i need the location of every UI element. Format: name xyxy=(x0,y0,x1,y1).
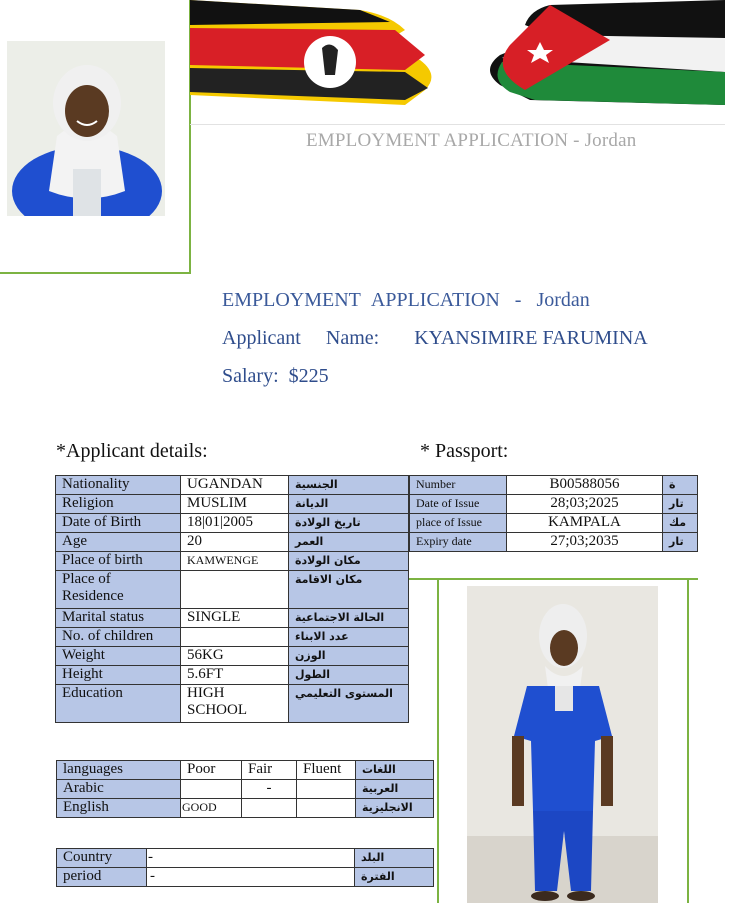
value-cell: KAMPALA xyxy=(507,514,663,533)
value-cell: SINGLE xyxy=(181,609,289,628)
label-cell: Country xyxy=(57,849,147,868)
header-cell: Fair xyxy=(242,761,297,780)
label-cell: Weight xyxy=(56,647,181,666)
arabic-language-cell: الانجليزية xyxy=(356,799,434,818)
arabic-label-cell: تار xyxy=(663,533,698,552)
label-cell: Place of Residence xyxy=(56,571,181,609)
level-cell: GOOD xyxy=(181,799,242,818)
title-word-3: Jordan xyxy=(536,289,590,311)
name-label-1: Applicant xyxy=(222,327,301,349)
arabic-label-cell: الفترة xyxy=(355,868,434,887)
arabic-label-cell: الديانة xyxy=(289,495,409,514)
table-row xyxy=(56,533,409,552)
photo-frame-left-rule xyxy=(437,580,439,903)
name-label-2: Name: xyxy=(325,327,380,349)
table-row xyxy=(56,552,409,571)
flags-handshake-image xyxy=(190,0,725,122)
arabic-label-cell: المستوى التعليمي xyxy=(289,685,409,723)
applicant-details-table xyxy=(55,475,409,723)
arabic-label-cell: ة xyxy=(663,476,698,495)
table-row xyxy=(56,685,409,723)
table-row xyxy=(57,799,434,818)
salary-line xyxy=(222,365,329,388)
table-row xyxy=(56,476,409,495)
label-cell: Place of birth xyxy=(56,552,181,571)
table-row xyxy=(56,571,409,609)
arabic-label-cell: عدد الابناء xyxy=(289,628,409,647)
table-row xyxy=(56,609,409,628)
header-cell: Fluent xyxy=(297,761,356,780)
title-word-2: APPLICATION xyxy=(370,289,500,311)
label-cell: place of Issue xyxy=(410,514,507,533)
applicant-details-heading: *Applicant details: xyxy=(56,440,208,462)
value-cell: 5.6FT xyxy=(181,666,289,685)
value-cell: 56KG xyxy=(181,647,289,666)
label-cell: Height xyxy=(56,666,181,685)
photo-frame-right-rule xyxy=(687,580,689,903)
application-title xyxy=(222,289,590,312)
value-cell: 27;03;2035 xyxy=(507,533,663,552)
label-cell: Date of Issue xyxy=(410,495,507,514)
value-cell: HIGH SCHOOL xyxy=(181,685,289,723)
header-cell: Poor xyxy=(181,761,242,780)
table-row xyxy=(57,849,434,868)
label-cell: Marital status xyxy=(56,609,181,628)
value-cell xyxy=(181,571,289,609)
header-cell: languages xyxy=(57,761,181,780)
table-row xyxy=(56,666,409,685)
value-cell: UGANDAN xyxy=(181,476,289,495)
arabic-label-cell: الوزن xyxy=(289,647,409,666)
label-cell: Nationality xyxy=(56,476,181,495)
level-cell: - xyxy=(242,780,297,799)
value-cell: - xyxy=(147,849,355,868)
photo-frame-top-rule xyxy=(409,578,698,580)
table-row xyxy=(57,780,434,799)
banner-title: EMPLOYMENT APPLICATION - Jordan xyxy=(306,130,637,151)
label-cell: Expiry date xyxy=(410,533,507,552)
value-cell: B00588056 xyxy=(507,476,663,495)
arabic-label-cell: تار xyxy=(663,495,698,514)
arabic-label-cell: الطول xyxy=(289,666,409,685)
language-cell: Arabic xyxy=(57,780,181,799)
languages-table xyxy=(56,760,434,818)
table-row xyxy=(56,514,409,533)
label-cell: Date of Birth xyxy=(56,514,181,533)
value-cell: KAMWENGE xyxy=(181,552,289,571)
table-row xyxy=(410,533,698,552)
table-row xyxy=(56,628,409,647)
applicant-name: KYANSIMIRE FARUMINA xyxy=(414,327,648,349)
salary-value: $225 xyxy=(288,365,329,387)
table-row xyxy=(57,761,434,780)
value-cell: MUSLIM xyxy=(181,495,289,514)
arabic-label-cell: مكان الاقامة xyxy=(289,571,409,609)
label-cell: Age xyxy=(56,533,181,552)
label-cell: Number xyxy=(410,476,507,495)
level-cell xyxy=(297,780,356,799)
label-cell: No. of children xyxy=(56,628,181,647)
label-cell: Education xyxy=(56,685,181,723)
arabic-label-cell: البلد xyxy=(355,849,434,868)
applicant-photo-small xyxy=(7,41,165,216)
banner-divider xyxy=(190,124,725,125)
table-row xyxy=(56,495,409,514)
value-cell xyxy=(181,628,289,647)
label-cell: period xyxy=(57,868,147,887)
arabic-label-cell: تاريخ الولادة xyxy=(289,514,409,533)
experience-table xyxy=(56,848,434,887)
label-cell: Religion xyxy=(56,495,181,514)
salary-label: Salary: xyxy=(222,365,279,387)
title-word-1: EMPLOYMENT xyxy=(222,289,361,311)
passport-heading: * Passport: xyxy=(420,440,509,462)
applicant-photo-full xyxy=(467,586,658,903)
arabic-label-cell: مكان الولادة xyxy=(289,552,409,571)
title-dash: - xyxy=(514,289,522,311)
value-cell: 28;03;2025 xyxy=(507,495,663,514)
applicant-name-line xyxy=(222,327,648,350)
arabic-header-cell: اللغات xyxy=(356,761,434,780)
table-row xyxy=(56,647,409,666)
value-cell: 18|01|2005 xyxy=(181,514,289,533)
level-cell xyxy=(181,780,242,799)
arabic-label-cell: العمر xyxy=(289,533,409,552)
arabic-label-cell: الحالة الاجتماعية xyxy=(289,609,409,628)
value-cell: - xyxy=(147,868,355,887)
passport-table xyxy=(409,475,698,552)
table-row xyxy=(410,476,698,495)
arabic-label-cell: مك xyxy=(663,514,698,533)
table-row xyxy=(410,514,698,533)
table-row xyxy=(410,495,698,514)
level-cell xyxy=(297,799,356,818)
arabic-label-cell: الجنسية xyxy=(289,476,409,495)
table-row xyxy=(57,868,434,887)
value-cell: 20 xyxy=(181,533,289,552)
level-cell xyxy=(242,799,297,818)
arabic-language-cell: العربية xyxy=(356,780,434,799)
language-cell: English xyxy=(57,799,181,818)
